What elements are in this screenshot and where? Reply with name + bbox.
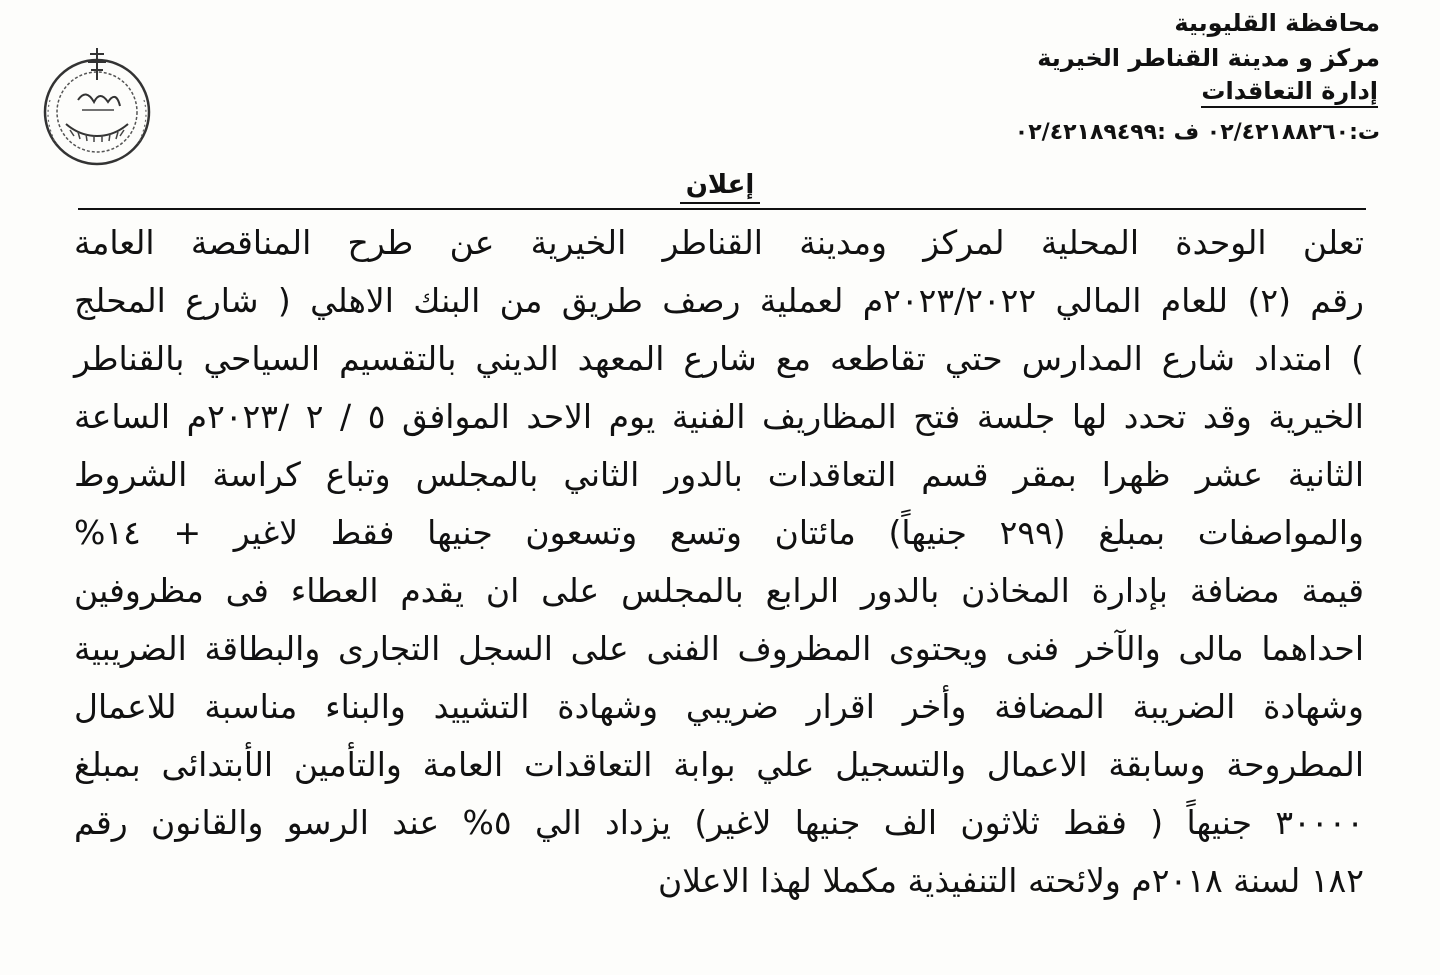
governorate-name: محافظة القليوبية: [1174, 9, 1380, 37]
contact-numbers: ت:٠٢/٤٢١٨٨٢٦٠ ف :٠٢/٤٢١٨٩٤٩٩: [1014, 120, 1380, 145]
body-line: الثانية عشر ظهرا بمقر قسم التعاقدات بالدور الثاني بالمجلس وتباع كراسة الشروط: [74, 455, 1364, 494]
center-name: مركز و مدينة القناطر الخيرية: [1037, 44, 1380, 72]
body-line: الخيرية وقد تحدد لها جلسة فتح المظاريف الفنية يوم الاحد الموافق ٥ / ٢ /٢٠٢٣م الساعة: [74, 397, 1364, 436]
official-seal-icon: [30, 40, 165, 170]
title-divider: [78, 208, 1366, 210]
announcement-title: إعلان: [680, 168, 760, 204]
announcement-body: [74, 214, 1364, 910]
body-line: المطروحة وسابقة الاعمال والتسجيل علي بوابة التعاقدات العامة والتأمين الأبتدائى بمبلغ: [74, 745, 1364, 784]
body-line: قيمة مضافة بإدارة المخاذن بالدور الرابع بالمجلس على ان يقدم العطاء فى مظروفين: [74, 571, 1364, 610]
department-name: إدارة التعاقدات: [1201, 76, 1378, 108]
body-line: ٣٠٠٠٠ جنيهاً ( فقط ثلاثون الف جنيها لاغير) يزداد الي ٥% عند الرسو والقانون رقم: [74, 803, 1364, 842]
body-line: تعلن الوحدة المحلية لمركز ومدينة القناطر الخيرية عن طرح المناقصة العامة: [74, 223, 1364, 262]
body-line: ١٨٢ لسنة ٢٠١٨م ولائحته التنفيذية مكملا لهذا الاعلان: [657, 861, 1364, 900]
body-line: ) امتداد شارع المدارس حتي تقاطعه مع شارع المعهد الديني بالتقسيم السياحي بالقناطر: [74, 339, 1364, 378]
body-line: رقم (٢) للعام المالي ٢٠٢٣/٢٠٢٢م لعملية رصف طريق من البنك الاهلي ( شارع المحلج: [74, 281, 1364, 320]
letterhead: [680, 6, 1380, 108]
body-line: احداهما مالى والآخر فنى ويحتوى المظروف الفنى على السجل التجارى والبطاقة الضريبية: [74, 629, 1364, 668]
body-line: والمواصفات بمبلغ (٢٩٩ جنيهاً) مائتان وتسع وتسعون جنيها فقط لاغير + ١٤%: [74, 513, 1364, 552]
body-line: وشهادة الضريبة المضافة وأخر اقرار ضريبي وشهادة التشييد والبناء مناسبة للاعمال: [74, 687, 1364, 726]
